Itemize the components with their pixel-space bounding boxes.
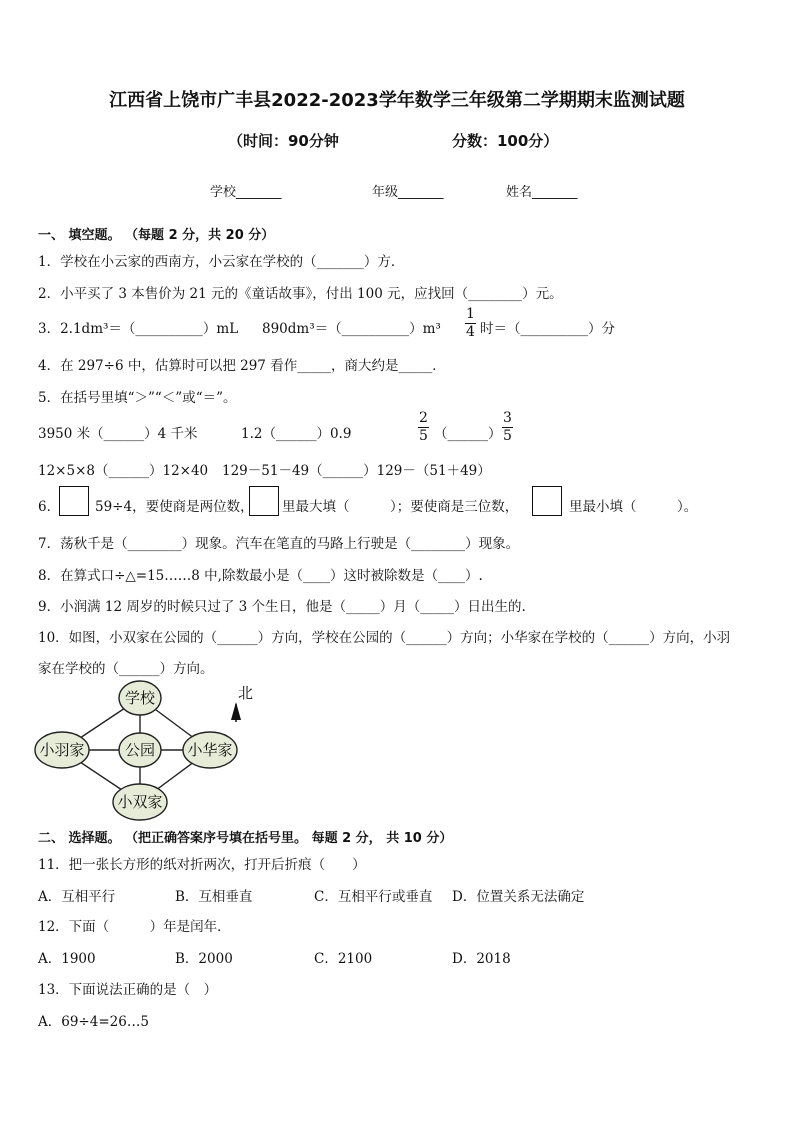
north-label: 北 — [238, 684, 254, 702]
question-5-row-1-mid: （______） — [434, 426, 502, 442]
question-12-option-d: D．2018 — [452, 951, 511, 967]
question-6-text-3: 里最小填（ ）。 — [569, 499, 698, 515]
question-10-line-1: 10．如图，小双家在公园的（______）方向，学校在公园的（______）方向；小华家在学校的（______）方向，小羽 — [38, 630, 731, 646]
question-11-option-c: C．互相平行或垂直 — [314, 889, 433, 905]
fraction-numerator: 2 — [419, 410, 428, 426]
school-field: 学校_______ — [210, 185, 282, 200]
map-label-xiaohua: 小华家 — [187, 741, 233, 759]
question-3-part-c: 时＝（__________）分 — [480, 321, 615, 337]
question-12-option-c: C．2100 — [314, 951, 373, 967]
answer-box[interactable] — [532, 486, 562, 516]
exam-score: 分数：100分） — [452, 132, 559, 150]
question-8: 8．在算式口÷△=15……8 中,除数最小是（____）这时被除数是（____）. — [38, 568, 483, 584]
question-12: 12．下面（ ）年是闰年． — [38, 919, 231, 935]
question-11-option-a: A．互相平行 — [38, 889, 116, 905]
question-5-fraction-2 — [502, 410, 513, 445]
exam-time: （时间：90分钟 — [228, 132, 339, 150]
north-arrow-icon — [231, 702, 241, 720]
question-11: 11．把一张长方形的纸对折两次，打开后折痕（ ） — [38, 857, 366, 873]
fraction-numerator: 3 — [503, 410, 512, 426]
question-6-text-2: 里最大填（ ）；要使商是三位数， — [282, 499, 519, 515]
question-5-fraction-1 — [418, 410, 429, 445]
map-label-xiaoshuang: 小双家 — [117, 793, 163, 811]
answer-box[interactable] — [59, 486, 89, 516]
fraction-denominator: 5 — [419, 428, 428, 444]
name-field: 姓名_______ — [506, 185, 578, 200]
map-label-school: 学校 — [124, 689, 156, 707]
question-11-option-d: D．位置关系无法确定 — [452, 889, 585, 905]
question-3-part-a: 3．2.1dm³＝（__________）mL — [38, 321, 239, 337]
section-1-heading: 一、 填空题。 （每题 2 分，共 20 分） — [38, 228, 275, 243]
question-6-number: 6． — [38, 499, 61, 515]
question-2: 2．小平买了 3 本售价为 21 元的《童话故事》，付出 100 元，应找回（________）元。 — [38, 286, 563, 302]
answer-box[interactable] — [249, 486, 279, 516]
question-5-row-2-b: 129－51－49（______）129－（51＋49） — [222, 463, 491, 479]
question-7: 7．荡秋千是（________）现象。汽车在笔直的马路上行驶是（________）现象。 — [38, 536, 520, 552]
question-13-option-a: A．69÷4=26…5 — [38, 1014, 149, 1030]
question-1: 1．学校在小云家的西南方，小云家在学校的（_______）方． — [38, 254, 405, 270]
question-5: 5．在括号里填“＞”“＜”或“＝”。 — [38, 390, 237, 406]
fraction-denominator: 4 — [466, 324, 475, 340]
question-5-row-2-a: 12×5×8（______）12×40 — [38, 463, 209, 479]
question-5-row-1-b: 1.2（______）0.9 — [241, 426, 352, 442]
question-3-fraction — [465, 306, 476, 341]
location-map — [30, 678, 260, 824]
map-label-xiaoyu: 小羽家 — [39, 741, 85, 759]
question-11-option-b: B．互相垂直 — [175, 889, 253, 905]
question-5-row-1-a: 3950 米（______）4 千米 — [38, 426, 198, 442]
section-2-heading: 二、 选择题。 （把正确答案序号填在括号里。 每题 2 分， 共 10 分） — [38, 831, 453, 846]
page-title: 江西省上饶市广丰县2022-2023学年数学三年级第二学期期末监测试题 — [109, 90, 685, 111]
question-12-option-a: A．1900 — [38, 951, 96, 967]
question-3-part-b: 890dm³＝（__________）m³ — [262, 321, 441, 337]
question-13: 13．下面说法正确的是（ ） — [38, 982, 218, 998]
question-10-line-2: 家在学校的（______）方向。 — [38, 661, 214, 677]
question-9: 9．小润满 12 周岁的时候只过了 3 个生日，他是（_____）月（_____）日出生的. — [38, 599, 526, 615]
grade-field: 年级_______ — [372, 185, 444, 200]
map-label-park: 公园 — [124, 741, 156, 759]
fraction-denominator: 5 — [503, 428, 512, 444]
question-4: 4．在 297÷6 中，估算时可以把 297 看作_____，商大约是_____． — [38, 358, 446, 374]
question-12-option-b: B．2000 — [175, 951, 233, 967]
question-6-text-1: 59÷4，要使商是两位数， — [95, 499, 254, 515]
fraction-numerator: 1 — [466, 306, 475, 322]
